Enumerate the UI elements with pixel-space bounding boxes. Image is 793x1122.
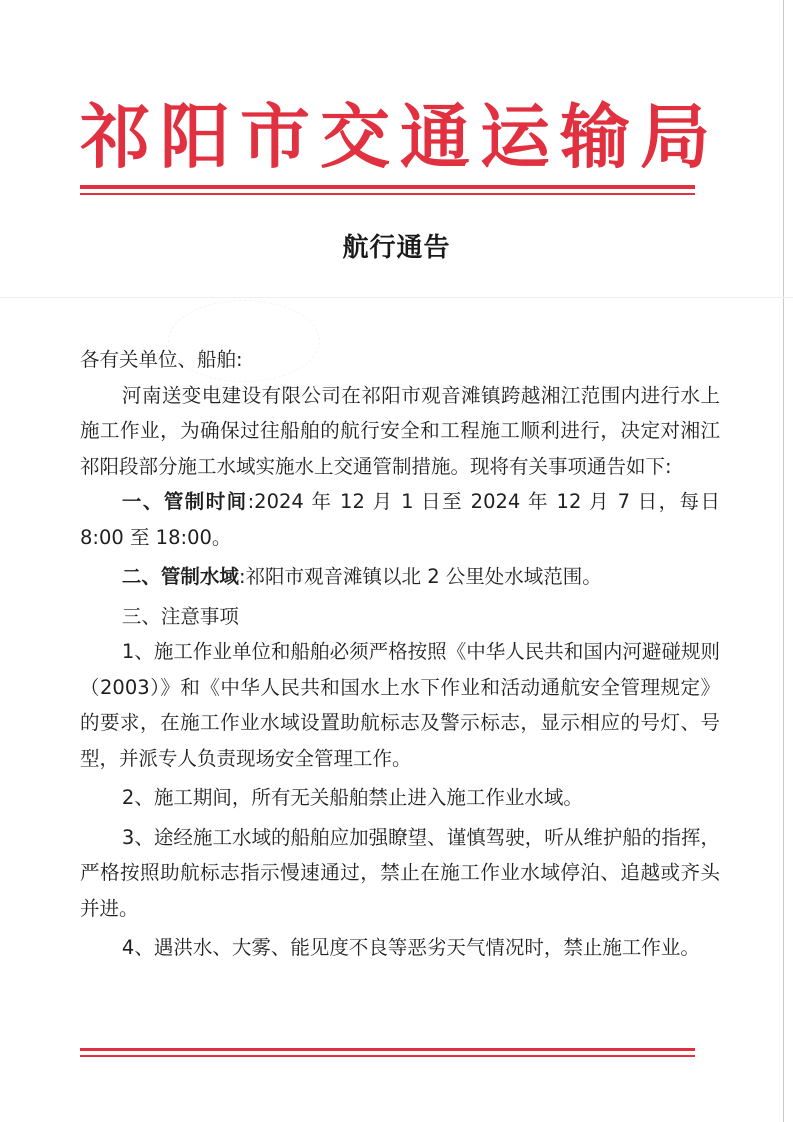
- notice-body: [80, 342, 720, 966]
- note-item: 1、施工作业单位和船舶必须严格按照《中华人民共和国内河避碰规则（2003）》和《中华人民共和国水上水下作业和活动通航安全管理规定》的要求，在施工作业水域设置助航标志及警示标志，显示相应的号灯、号型，并派专人负责现场安全管理工作。: [80, 640, 720, 770]
- section-text: :祁阳市观音滩镇以北 2 公里处水域范围。: [238, 565, 602, 588]
- intro-paragraph: 河南送变电建设有限公司在祁阳市观音滩镇跨越湘江范围内进行水上施工作业，为确保过往船舶的航行安全和工程施工顺利进行，决定对湘江祁阳段部分施工水域实施水上交通管制措施。现将有关事项通告如下:: [80, 383, 720, 478]
- section-heading: 三、注意事项: [121, 604, 239, 628]
- footer-rule-thick: [80, 1048, 695, 1051]
- scan-fold-line: [0, 297, 793, 298]
- letterhead-rule-thin: [80, 193, 695, 195]
- notice-title: 航行通告: [342, 233, 451, 263]
- section-notes-heading: [80, 599, 720, 635]
- section-text: :2024 年 12 月 1 日至 2024 年 12 月 7 日，每日 8:00 至 18:00。: [80, 490, 720, 549]
- note-item: 4、遇洪水、大雾、能见度不良等恶劣天气情况时，禁止施工作业。: [121, 936, 700, 959]
- salutation: 各有关单位、船舶:: [80, 348, 243, 371]
- section-control-time: [80, 484, 720, 555]
- section-control-waters: [80, 559, 720, 595]
- letterhead-rule-thick: [80, 185, 695, 189]
- scan-edge-line: [783, 0, 784, 1122]
- note-item: 3、途经施工水域的船舶应加强瞭望、谨慎驾驶，听从维护船的指挥，严格按照助航标志指示慢速通过，禁止在施工作业水域停泊、追越或齐头并进。: [80, 825, 720, 920]
- footer-rule-thin: [80, 1055, 695, 1057]
- section-heading: 二、管制水域: [121, 565, 239, 588]
- note-item: 2、施工期间，所有无关船舶禁止进入施工作业水域。: [121, 786, 583, 809]
- agency-letterhead: 祁阳市交通运输局: [80, 95, 720, 178]
- section-heading: 一、管制时间: [121, 490, 248, 513]
